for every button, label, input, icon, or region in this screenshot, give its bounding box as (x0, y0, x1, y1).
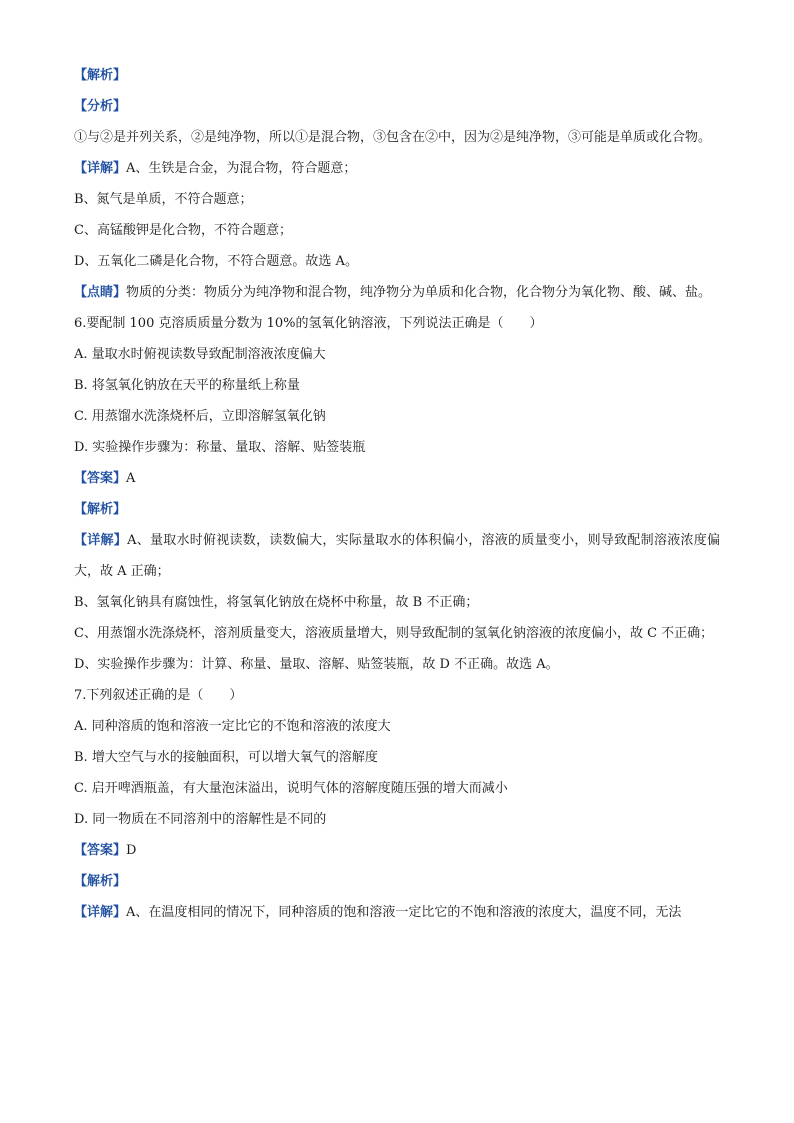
q6-option-d: D. 实验操作步骤为：称量、量取、溶解、贴签装瓶 (74, 440, 366, 455)
q5-detail-a (74, 153, 720, 184)
q7-jiexi-heading (74, 866, 720, 897)
q6-detail-c: C、用蒸馏水洗涤烧杯，溶剂质量变大，溶液质量增大，则导致配制的氢氧化钠溶液的浓度偏小，故 C 不正确； (74, 626, 714, 641)
q5-detail-d: D、五氧化二磷是化合物，不符合题意。故选 A。 (74, 254, 358, 269)
detail-label: 【详解】 (74, 905, 127, 920)
q6-stem: 6.要配制 100 克溶质质量分数为 10%的氢氧化钠溶液，下列说法正确是（ ） (74, 316, 543, 331)
jiexi-label: 【解析】 (74, 874, 127, 889)
q6-jiexi-heading (74, 494, 720, 525)
detail-text: A、在温度相同的情况下，同种溶质的饱和溶液一定比它的不饱和溶液的浓度大，温度不同，无法 (126, 905, 682, 920)
dianjing-label: 【点睛】 (74, 285, 127, 300)
q7-option-d: D. 同一物质在不同溶剂中的溶解性是不同的 (74, 812, 327, 827)
jiexi-label: 【解析】 (74, 68, 127, 83)
q6-answer (74, 463, 720, 494)
q7-stem: 7.下列叙述正确的是（ ） (74, 688, 243, 703)
q5-jiexi-heading (74, 60, 720, 91)
answer-label: 【答案】 (74, 471, 127, 486)
fenxi-label: 【分析】 (74, 99, 127, 114)
q6-detail-a (74, 525, 720, 587)
q5-detail-b: B、氮气是单质，不符合题意； (74, 192, 253, 207)
q7-detail-a (74, 897, 720, 928)
q6-option-a: A. 量取水时俯视读数导致配制溶液浓度偏大 (74, 347, 326, 362)
q6-detail-b: B、氢氧化钠具有腐蚀性，将氢氧化钠放在烧杯中称量，故 B 不正确； (74, 595, 479, 610)
detail-text: A、生铁是合金，为混合物，符合题意； (126, 161, 357, 176)
q7-answer (74, 835, 720, 866)
q5-fenxi-text: ①与②是并列关系，②是纯净物，所以①是混合物，③包含在②中，因为②是纯净物，③可能是单质或化合物。 (74, 130, 712, 145)
answer-value: D (126, 843, 137, 858)
jiexi-label: 【解析】 (74, 502, 127, 517)
answer-value: A (126, 471, 136, 486)
dianjing-text: 物质的分类：物质分为纯净物和混合物，纯净物分为单质和化合物，化合物分为氧化物、酸、碱、盐。 (126, 285, 712, 300)
q5-dianjing (74, 277, 720, 308)
q7-option-b: B. 增大空气与水的接触面积，可以增大氧气的溶解度 (74, 750, 378, 765)
q7-option-c: C. 启开啤酒瓶盖，有大量泡沫溢出，说明气体的溶解度随压强的增大而减小 (74, 781, 508, 796)
q7-option-a: A. 同种溶质的饱和溶液一定比它的不饱和溶液的浓度大 (74, 719, 391, 734)
q6-detail-d: D、实验操作步骤为：计算、称量、量取、溶解、贴签装瓶，故 D 不正确。故选 A。 (74, 657, 559, 672)
detail-text: A、量取水时俯视读数，读数偏大，实际量取水的体积偏小，溶液的质量变小，则导致配制溶液浓度偏大，故 A 正确； (74, 533, 720, 579)
q5-detail-c: C、高锰酸钾是化合物，不符合题意； (74, 223, 292, 238)
detail-label: 【详解】 (74, 533, 128, 548)
q6-option-c: C. 用蒸馏水洗涤烧杯后，立即溶解氢氧化钠 (74, 409, 326, 424)
answer-label: 【答案】 (74, 843, 127, 858)
detail-label: 【详解】 (74, 161, 127, 176)
q5-fenxi-heading (74, 91, 720, 122)
q6-option-b: B. 将氢氧化钠放在天平的称量纸上称量 (74, 378, 300, 393)
